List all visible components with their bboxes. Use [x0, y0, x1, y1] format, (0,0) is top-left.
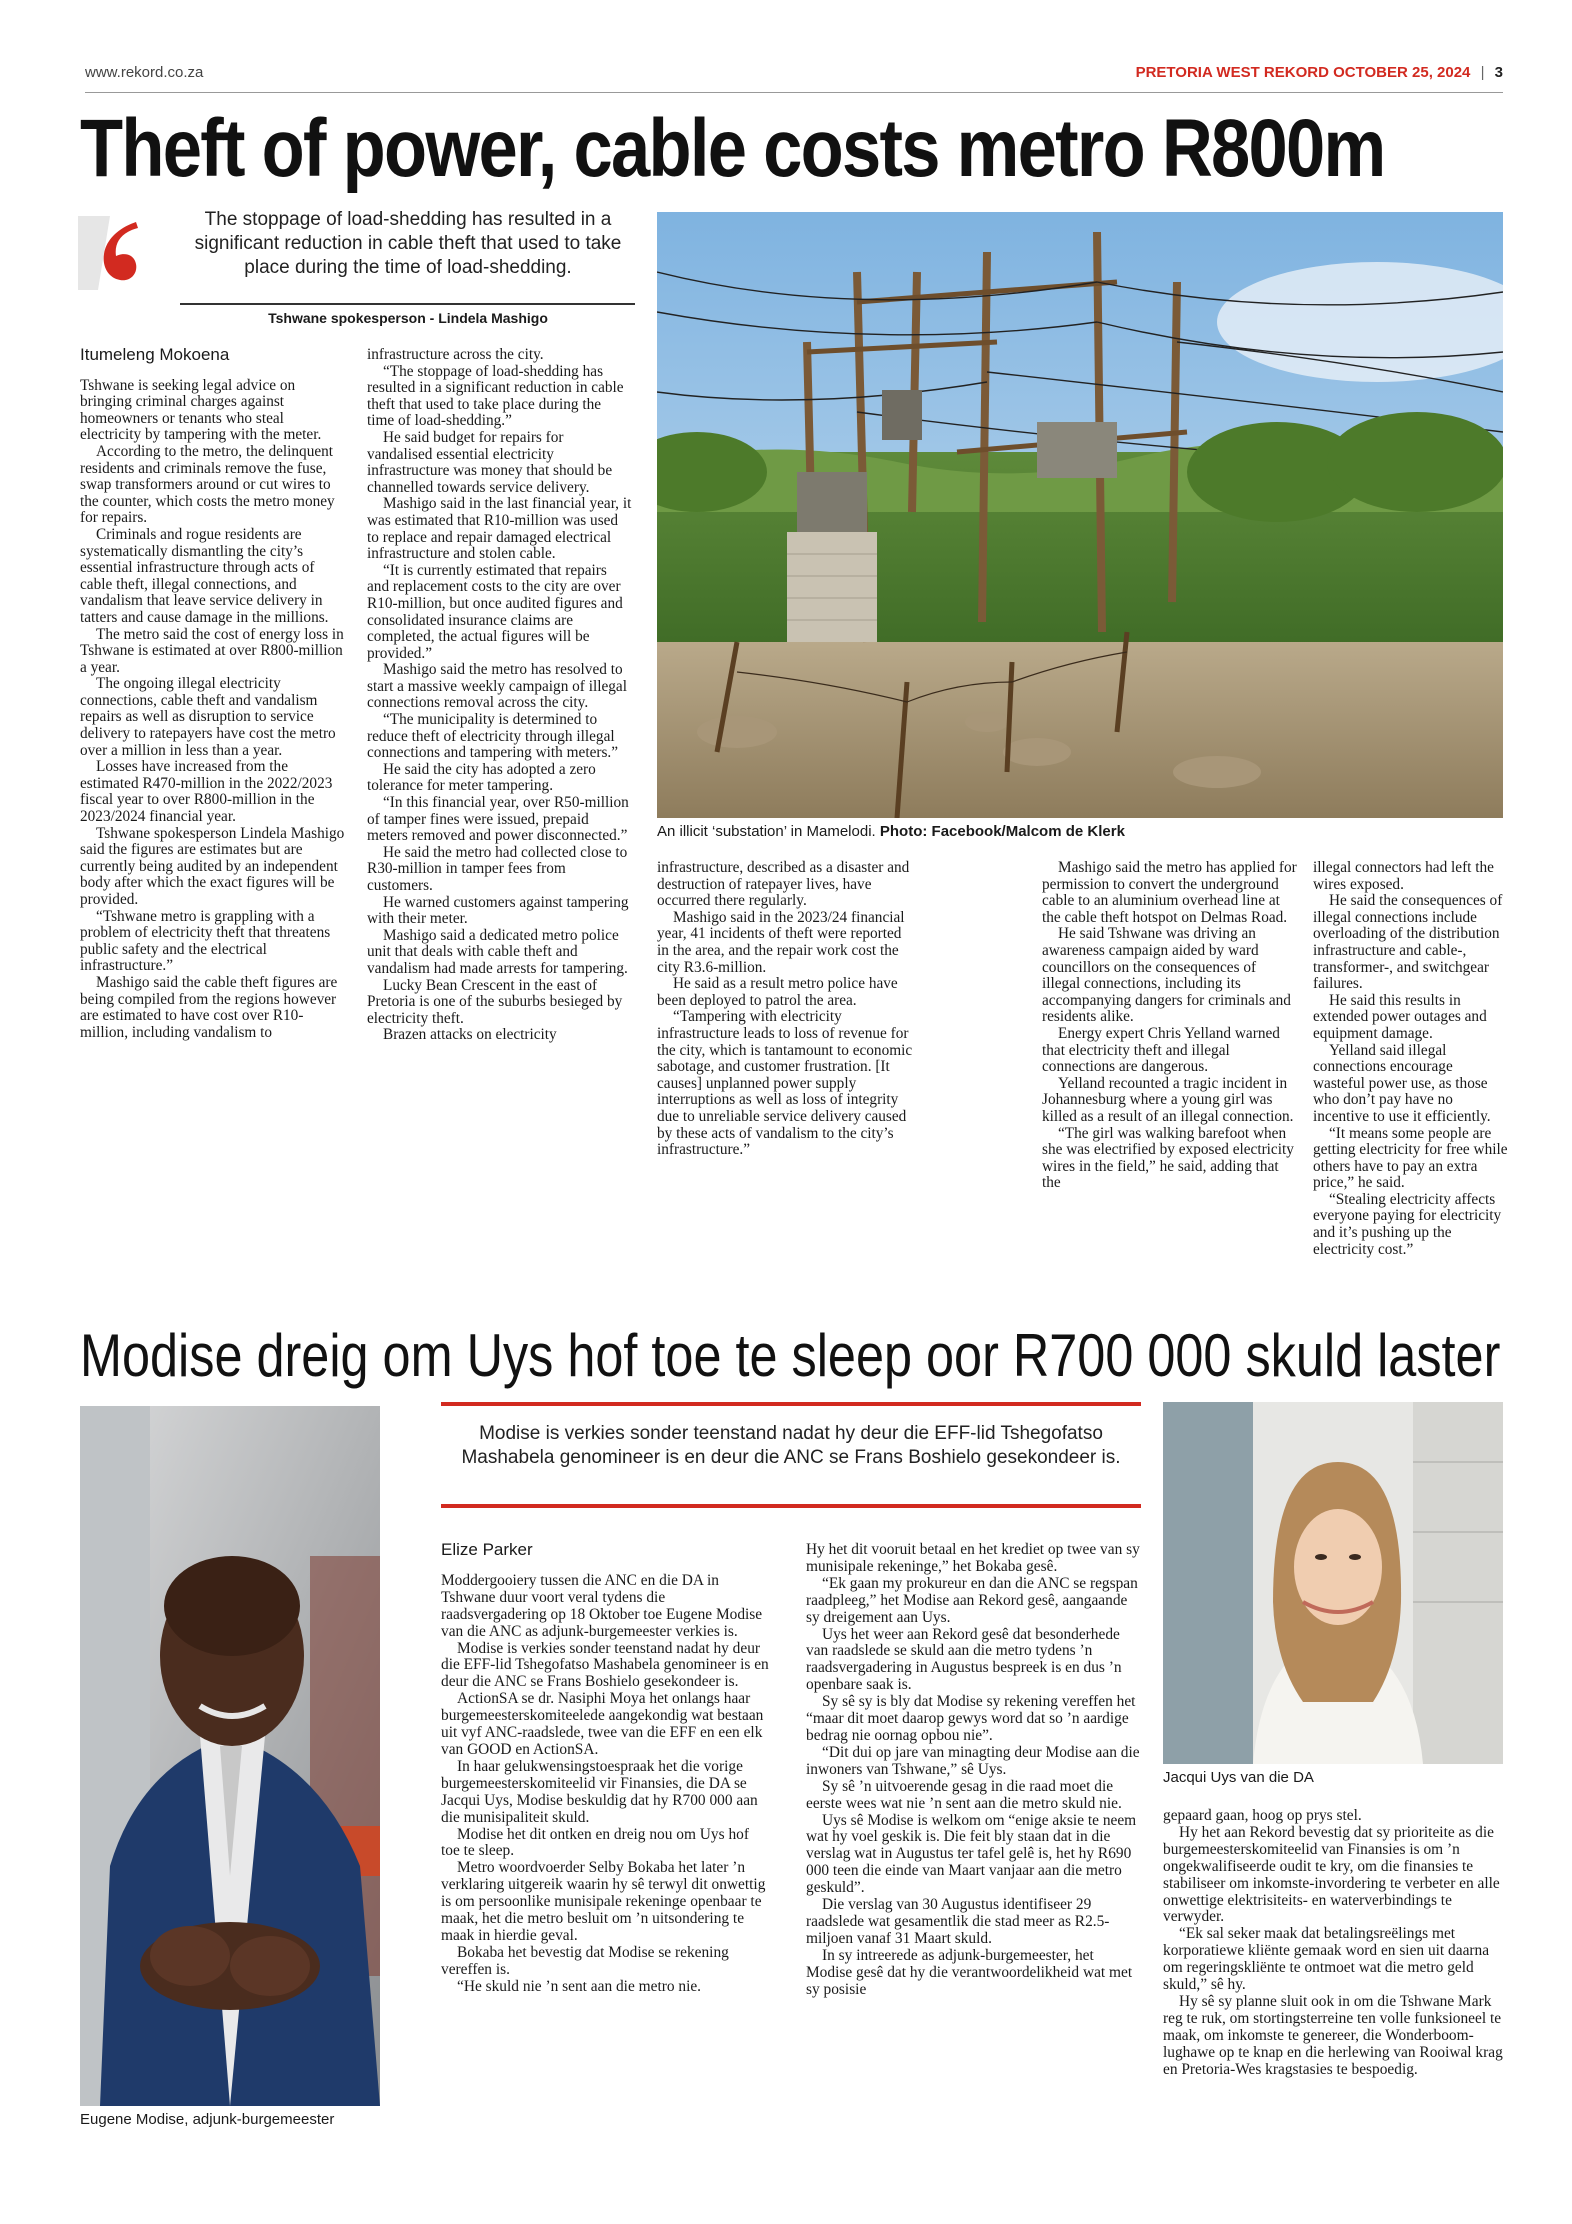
header-rule: [85, 92, 1503, 93]
paragraph: “Ek gaan my prokureur en dan die ANC se regspan raadpleeg,” het Modise aan Rekord gesê, aangaande sy dreigement aan Uys.: [806, 1574, 1138, 1626]
paragraph: Tshwane is seeking legal advice on bringing criminal charges against homeowners or tenants who steal electricity by tampering with the meter.: [80, 376, 322, 444]
publication-date: OCTOBER 25, 2024: [1333, 64, 1471, 81]
paragraph: Mashigo said the cable theft figures are being compiled from the regions however are estimated to have cost over R10-million, including vandalism to: [80, 973, 338, 1041]
paragraph: infrastructure, described as a disaster and destruction of ratepayer lives, have occurred there regularly.: [657, 859, 910, 910]
paragraph: Energy expert Chris Yelland warned that electricity theft and illegal connections are dangerous.: [1042, 1024, 1280, 1076]
article2-byline: Elize Parker: [441, 1540, 533, 1559]
paragraph: Modise het dit ontken en dreig nou om Uys hof toe te sleep.: [441, 1825, 749, 1860]
paragraph: He said as a result metro police have been deployed to patrol the area.: [657, 975, 898, 1009]
article2-column-1: [441, 1542, 771, 1996]
paragraph: In haar gelukwensingstoespraak het die vorige burgemeesterskomiteelid vir Finansies, die DA se Jacqui Uys, Modise beskuldig dat hy R700 000 aan die munisipaliteit skuld.: [441, 1757, 758, 1826]
paragraph: Mashigo said the metro has applied for permission to convert the underground cable to an aluminium overhead line at the cable theft hotspot on Delmas Road.: [1042, 859, 1297, 926]
paragraph: Sy sê sy is bly dat Modise sy rekening vereffen het “maar dit moet daarop gewys word dat so ’n aardige bedrag nie oornag opbou nie”.: [806, 1693, 1136, 1744]
article1-column-3: [657, 860, 917, 1159]
paragraph: Mashigo said a dedicated metro police unit that deals with cable theft and vandalism had made arrests for tampering.: [367, 926, 628, 977]
paragraph: Tshwane spokesperson Lindela Mashigo said the figures are estimates but are currently being audited by an independent body after which the exact figures will be provided.: [80, 824, 345, 908]
paragraph: infrastructure across the city.: [367, 346, 544, 363]
paragraph: Die verslag van 30 Augustus identifiseer 29 raadslede wat gesamentlik die stad meer as R2.5-miljoen vanaf 31 Maart skuld.: [806, 1896, 1110, 1947]
article1-column-4: [1042, 860, 1297, 1192]
paragraph: Mashigo said the metro has resolved to start a massive weekly campaign of illegal connections removal across the city.: [367, 661, 627, 712]
publication-info: [1136, 64, 1503, 81]
paragraph: Yelland recounted a tragic incident in Johannesburg where a young girl was killed as a result of an illegal connection.: [1042, 1074, 1294, 1125]
paragraph: ActionSA se dr. Nasiphi Moya het onlangs haar burgemeesterskomiteelede aangekondig wat bestaan uit vyf ANC-raadslede, twee van die EFF en een elk van GOOD en ActionSA.: [441, 1690, 764, 1758]
paragraph: “Stealing electricity affects everyone paying for electricity and it’s pushing up the electricity cost.”: [1313, 1190, 1502, 1258]
paragraph: Mashigo said in the 2023/24 financial year, 41 incidents of theft were reported in the area, and the repair work cost the city R3.6-million.: [657, 908, 905, 976]
paragraph: “He skuld nie ’n sent aan die metro nie.: [457, 1977, 702, 1995]
paragraph: Uys het weer aan Rekord gesê dat besonderhede van raadslede se skuld aan die metro tydens ’n raadsvergadering in Augustus bespreek is en dus ’n openbare saak is.: [806, 1625, 1122, 1694]
paragraph: He said the city has adopted a zero tolerance for meter tampering.: [367, 760, 596, 795]
photo-caption: Jacqui Uys van die DA: [1163, 1769, 1314, 1786]
paragraph: illegal connectors had left the wires exposed.: [1313, 859, 1494, 893]
paragraph: He said Tshwane was driving an awareness campaign aided by ward councillors on the consequences of illegal connections, including its accompanying dangers for criminals and residents alike.: [1042, 925, 1291, 1026]
paragraph: Mashigo said in the last financial year, it was estimated that R10-million was used to replace and repair damaged electrical infrastructure and stolen cable.: [367, 495, 632, 563]
article2-column-2: [806, 1542, 1141, 1998]
paragraph: He said the metro had collected close to R30-million in tamper fees from customers.: [367, 843, 628, 894]
paragraph: Uys sê Modise is welkom om “enige aksie te neem wat hy voel geskik is. Die feit bly staan dat in die verslag wat in Augustus ter tafel gelê is, het hy R690 000 teen die einde van Maart vanjaar aan die metro geskuld”.: [806, 1811, 1137, 1897]
photo-caption: [657, 823, 1503, 840]
paragraph: Metro woordvoerder Selby Bokaba het later ’n verklaring uitgereik waarin hy sê terwyl dit onwettig is om persoonlike munisipale rekeninge openbaar te maak, het die metro besluit om ’n uitsondering te maak in hierdie geval.: [441, 1859, 766, 1944]
paragraph: The metro said the cost of energy loss in Tshwane is estimated at over R800-million a year.: [80, 625, 344, 676]
paragraph: Modise is verkies sonder teenstand nadat hy deur die EFF-lid Tshegofatso Mashabela genomineer is en deur die ANC se Frans Boshielo gesekondeer is.: [441, 1639, 769, 1691]
uys-photo: [1163, 1402, 1503, 1764]
paragraph: Hy sê sy planne sluit ook in om die Tshwane Mark reg te ruk, om stortingsterreine ten volle funksioneel te maak, om inkomste te genereer, die Wonderboom-lughawe op te knap en die herlewing van Rooiwal krag en Pretoria-Wes kragstasies te bespoedig.: [1163, 1992, 1503, 2078]
page-number: 3: [1494, 64, 1503, 81]
paragraph: “Dit dui op jare van minagting deur Modise aan die inwoners van Tshwane,” sê Uys.: [806, 1743, 1140, 1778]
paragraph: Lucky Bean Crescent in the east of Pretoria is one of the suburbs besieged by electricity theft.: [367, 976, 623, 1027]
paragraph: “Tshwane metro is grappling with a problem of electricity theft that threatens public safety and the electrical infrastructure.”: [80, 907, 331, 975]
article1-column-2: [367, 347, 632, 1044]
paragraph: Losses have increased from the estimated R470-million in the 2022/2023 fiscal year to over R800-million in the 2023/2024 financial year.: [80, 758, 333, 826]
paragraph: The ongoing illegal electricity connections, cable theft and vandalism repairs as well as disruption to service delivery to ratepayers have cost the metro over a million in less than a year.: [80, 675, 336, 759]
paragraph: gepaard gaan, hoog op prys stel.: [1163, 1807, 1362, 1824]
paragraph: “Tampering with electricity infrastructure leads to loss of revenue for the city, which is tantamount to economic sabotage, and customer frustration. [It causes] unplanned power supply interruptions as well as loss of integrity due to unreliable service delivery caused by these acts of vandalism to the city’s infrastructure.”: [657, 1008, 913, 1159]
paragraph: Moddergooiery tussen die ANC en die DA in Tshwane duur voort veral tydens die raadsvergadering op 18 Oktober toe Eugene Modise van die ANC as adjunk-burgemeester verkies is.: [441, 1571, 763, 1640]
paragraph: He warned customers against tampering with their meter.: [367, 893, 629, 928]
site-url[interactable]: www.rekord.co.za: [85, 64, 204, 81]
paragraph: “The girl was walking barefoot when she was electrified by exposed electricity wires in the field,” he said, adding that the: [1042, 1124, 1294, 1192]
paragraph: Brazen attacks on electricity: [383, 1026, 557, 1044]
article2-deck: Modise is verkies sonder teenstand nadat hy deur die EFF-lid Tshegofatso Mashabela genomineer is en deur die ANC se Frans Boshielo gesekondeer is.: [461, 1423, 1121, 1468]
quote-mark-icon: [78, 212, 150, 294]
paragraph: He said this results in extended power outages and equipment damage.: [1313, 991, 1487, 1042]
paragraph: Hy het dit vooruit betaal en het krediet op twee van sy munisipale rekeninge,” het Bokaba gesê.: [806, 1541, 1140, 1575]
paragraph: Bokaba het bevestig dat Modise se rekening vereffen is.: [441, 1943, 729, 1978]
substation-photo: [657, 212, 1503, 818]
paragraph: “The stoppage of load-shedding has resulted in a significant reduction in cable theft that used to take place during the time of load-shedding.”: [367, 362, 624, 430]
article1-column-1: [80, 347, 346, 1041]
paragraph: He said budget for repairs for vandalised essential electricity infrastructure was money that should be channelled towards service delivery.: [367, 428, 613, 496]
pullquote-rule: [180, 303, 635, 305]
caption-text: An illicit ‘substation’ in Mamelodi.: [657, 823, 876, 840]
separator: |: [1480, 64, 1485, 81]
page-header: [85, 64, 1503, 88]
deck-rule-top: [441, 1402, 1141, 1406]
article1-byline: Itumeleng Mokoena: [80, 345, 230, 364]
paragraph: According to the metro, the delinquent residents and criminals remove the fuse, swap transformers around or cut wires to the counter, which costs the metro money for repairs.: [80, 442, 335, 527]
paragraph: Sy sê ’n uitvoerende gesag in die raad moet die eerste wees wat nie ’n sent aan die metro skuld nie.: [806, 1777, 1122, 1812]
paragraph: “In this financial year, over R50-million of tamper fines were issued, prepaid meters removed and power disconnected.”: [367, 794, 629, 845]
article1-headline: Theft of power, cable costs metro R800m: [80, 103, 1385, 194]
photo-credit: Photo: Facebook/Malcom de Klerk: [879, 823, 1125, 840]
photo-caption: Eugene Modise, adjunk-burgemeester: [80, 2111, 335, 2128]
article2-column-3: [1163, 1808, 1503, 2079]
paragraph: In sy intreerede as adjunk-burgemeester, het Modise gesê dat hy die verantwoordelikheid wat met sy posisie: [806, 1946, 1133, 1998]
paragraph: Yelland said illegal connections encourage wasteful power use, as those who don’t pay have no incentive to use it efficiently.: [1313, 1041, 1491, 1125]
paragraph: “The municipality is determined to reduce theft of electricity through illegal connections and tampering with meters.”: [367, 711, 619, 762]
deck-rule-bottom: [441, 1504, 1141, 1508]
modise-photo: [80, 1406, 380, 2106]
pullquote-attribution: Tshwane spokesperson - Lindela Mashigo: [268, 310, 548, 326]
publication-name: PRETORIA WEST REKORD: [1135, 64, 1329, 81]
article2-headline: Modise dreig om Uys hof toe te sleep oor R700 000 skuld laster: [80, 1322, 1501, 1389]
paragraph: “Ek sal seker maak dat betalingsreëlings met korporatiewe kliënte gemaak word en sien uit daarna om regeringskliënte te ontmoet wat die metro geld skuld,” sê hy.: [1163, 1925, 1490, 1994]
paragraph: Criminals and rogue residents are systematically dismantling the city’s essential infrastructure through acts of cable theft, illegal connections, and vandalism that leave service delivery in tatters and cause damage in the millions.: [80, 525, 329, 626]
paragraph: “It is currently estimated that repairs and replacement costs to the city are over R10-million, but once audited figures and consolidated insurance claims are completed, the actual figures will be provided.”: [367, 561, 623, 662]
paragraph: “It means some people are getting electricity for free while others have to pay an extra price,” he said.: [1313, 1124, 1508, 1192]
pullquote: The stoppage of load-shedding has resulted in a significant reduction in cable theft that used to take place during the time of load-shedding.: [194, 209, 622, 278]
paragraph: He said the consequences of illegal connections include overloading of the distribution infrastructure and cable-, transformer-, and switchgear failures.: [1313, 892, 1503, 993]
article1-column-5: [1313, 860, 1508, 1258]
paragraph: Hy het aan Rekord bevestig dat sy prioriteite as die burgemeesterskomiteelid van Finansies is om ’n ongekwalifiseerde oudit te kry, om die finansies te stabiliseer om inkomste-invordering te verbeter en alle onwettige elektrisiteits- en waterverbindings te verwyder.: [1163, 1823, 1500, 1926]
